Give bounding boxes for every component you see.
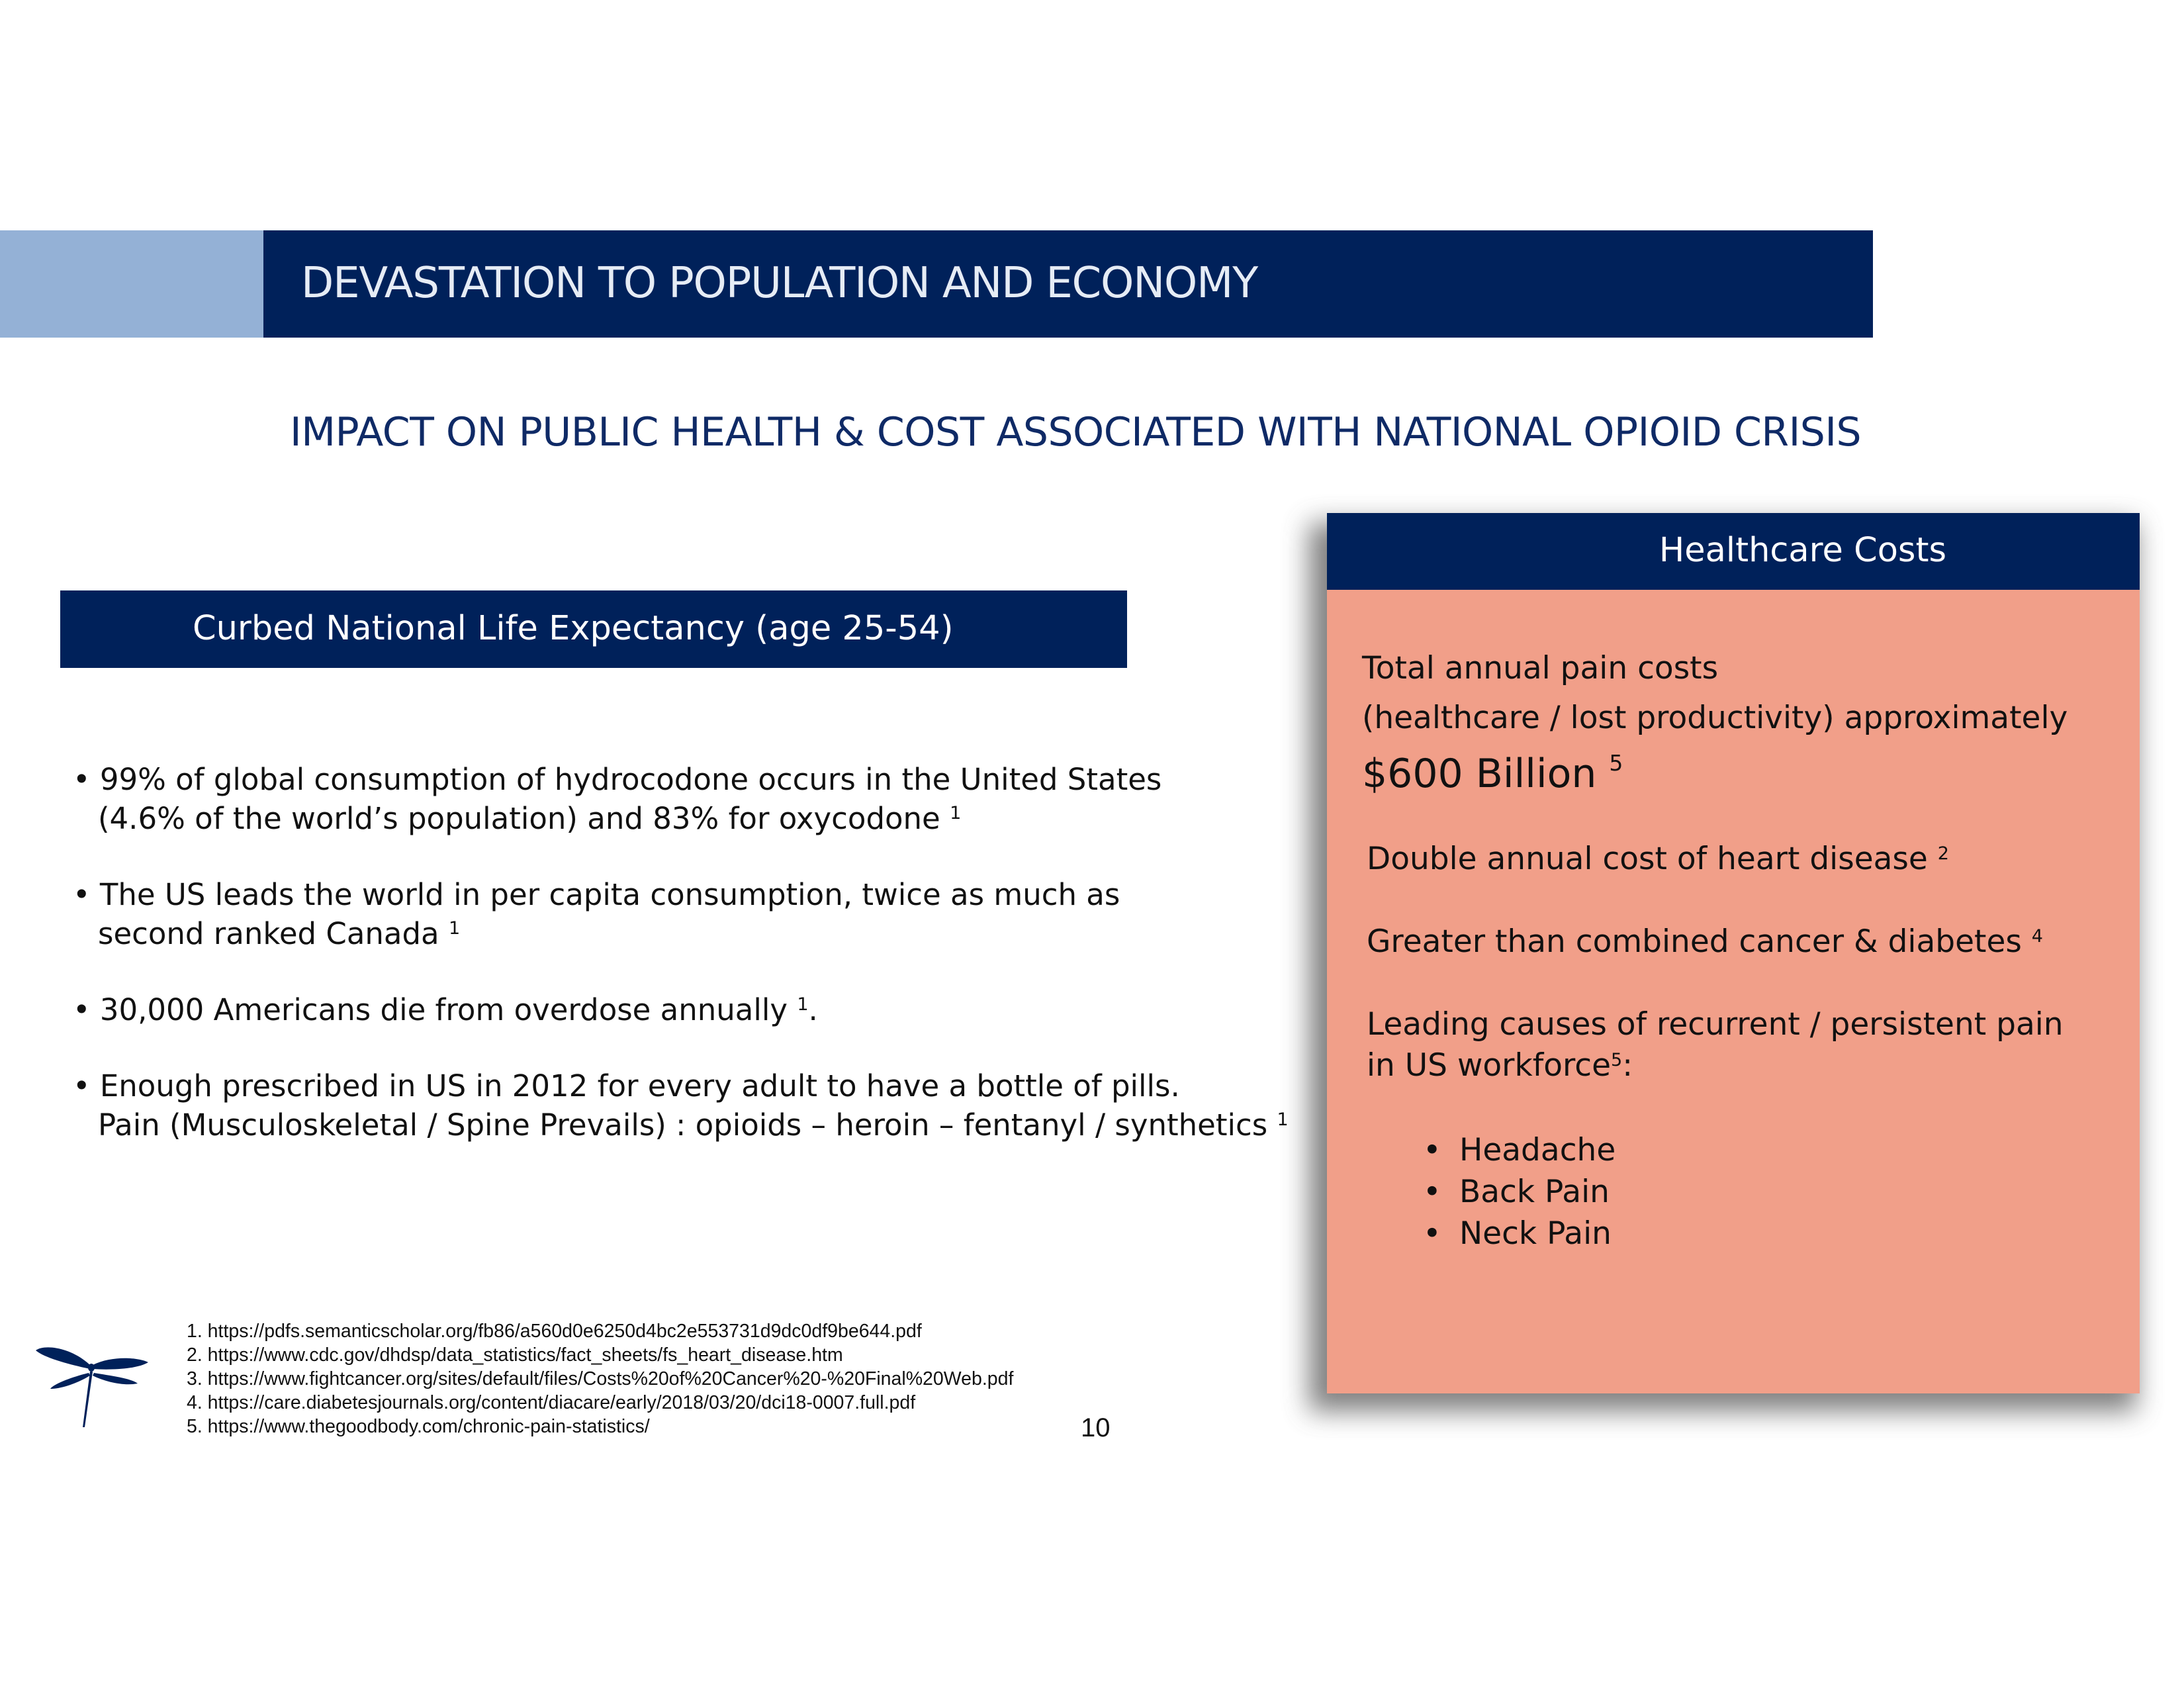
- cost-text: Greater than combined cancer & diabetes: [1367, 923, 2032, 960]
- cost-text: Double annual cost of heart disease: [1367, 841, 1938, 877]
- bullet-text: (4.6% of the world’s population) and 83% for oxycodone: [98, 801, 950, 836]
- causes-text: in US workforce: [1367, 1047, 1612, 1084]
- bullet-line: [73, 1105, 1289, 1145]
- footnote-ref: 2: [1937, 843, 1949, 864]
- footnote-ref: 4: [2031, 926, 2043, 947]
- dragonfly-logo-icon: [32, 1336, 151, 1435]
- slide-subtitle: IMPACT ON PUBLIC HEALTH & COST ASSOCIATED WITH NATIONAL OPIOID CRISIS: [290, 409, 1862, 455]
- bullet-line: [73, 990, 1264, 1029]
- header-title: DEVASTATION TO POPULATION AND ECONOMY: [301, 259, 1257, 308]
- header-accent-block: [0, 230, 263, 338]
- footnote-ref: 1: [448, 918, 461, 939]
- reference-item: 5. https://www.thegoodbody.com/chronic-pain-statistics/: [187, 1416, 650, 1437]
- footnote-ref: 5: [1609, 750, 1623, 776]
- reference-item: 3. https://www.fightcancer.org/sites/default/files/Costs%20of%20Cancer%20-%20Final%20Web.pdf: [187, 1368, 1014, 1389]
- reference-item: 4. https://care.diabetesjournals.org/content/diacare/early/2018/03/20/dci18-0007.full.pdf: [187, 1392, 916, 1413]
- cost-comparison: [1367, 922, 2043, 962]
- page-number: 10: [1081, 1413, 1111, 1442]
- bullet-line: • Enough prescribed in US in 2012 for every adult to have a bottle of pills.: [73, 1068, 1180, 1103]
- pain-costs-line: Total annual pain costs: [1362, 650, 1719, 686]
- healthcare-costs-title: Healthcare Costs: [1659, 531, 1947, 570]
- bullet-line: [73, 914, 1264, 953]
- bullet-text: Pain (Musculoskeletal / Spine Prevails) : opioids – heroin – fentanyl / synthetics: [98, 1107, 1277, 1143]
- bullet-text: • 30,000 Americans die from overdose annually: [73, 992, 797, 1027]
- bullet-item: [73, 990, 1264, 1029]
- footnote-ref: 5: [1611, 1050, 1623, 1070]
- reference-item: 1. https://pdfs.semanticscholar.org/fb86/a560d0e6250d4bc2e553731d9dc0df9be644.pdf: [187, 1321, 922, 1342]
- list-item: • Back Pain: [1423, 1171, 1615, 1213]
- list-item: • Neck Pain: [1423, 1213, 1615, 1254]
- big-value: $600 Billion: [1362, 751, 1610, 797]
- bullet-line: • 99% of global consumption of hydrocodone occurs in the United States: [73, 762, 1162, 797]
- pain-costs-line: (healthcare / lost productivity) approximately: [1362, 700, 2068, 736]
- pain-causes-list: [1423, 1129, 1615, 1254]
- reference-item: 2. https://www.cdc.gov/dhdsp/data_statistics/fact_sheets/fs_heart_disease.htm: [187, 1344, 843, 1366]
- life-expectancy-title: Curbed National Life Expectancy (age 25-54): [193, 609, 954, 648]
- footnote-ref: 1: [950, 803, 962, 823]
- leading-causes-line: Leading causes of recurrent / persistent pain: [1367, 1006, 2064, 1043]
- causes-text-end: :: [1622, 1047, 1633, 1084]
- bullet-line: • The US leads the world in per capita consumption, twice as much as: [73, 877, 1120, 912]
- references-list: [187, 1319, 1013, 1438]
- bullet-item: [73, 875, 1264, 953]
- bullet-list: [73, 760, 1289, 1182]
- bullet-line: [73, 799, 1264, 838]
- list-item: • Headache: [1423, 1129, 1615, 1171]
- bullet-text: second ranked Canada: [98, 916, 449, 951]
- pain-costs-value: [1362, 750, 1623, 798]
- leading-causes-line: [1367, 1046, 1633, 1086]
- bullet-text-end: .: [808, 992, 818, 1027]
- bullet-item: [73, 760, 1264, 838]
- bullet-item: [73, 1066, 1289, 1145]
- footnote-ref: 1: [1277, 1109, 1289, 1130]
- footnote-ref: 1: [797, 994, 809, 1015]
- cost-comparison: [1367, 839, 1949, 879]
